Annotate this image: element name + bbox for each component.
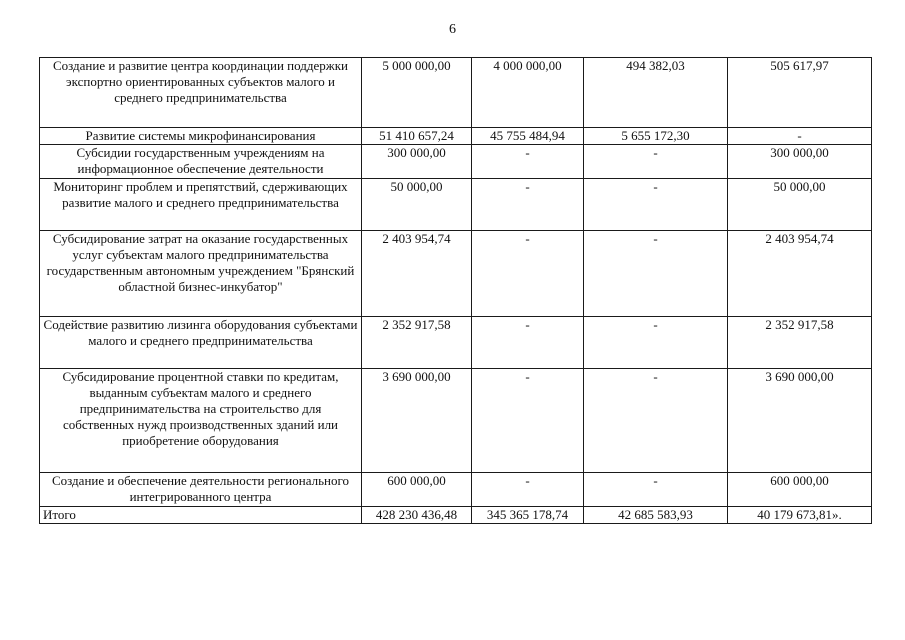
row-name: Субсидирование затрат на оказание государственных услуг субъектам малого предпринимательства государственным автономным учреждением "Брянский областной бизнес-инкубатор": [40, 231, 362, 317]
row-col4: 50 000,00: [728, 179, 872, 231]
total-col4: 40 179 673,81».: [728, 507, 872, 524]
table-row: [40, 179, 872, 231]
row-col3: -: [584, 231, 728, 317]
row-col4: 505 617,97: [728, 58, 872, 128]
page-number: 6: [449, 22, 456, 37]
row-col4: -: [728, 128, 872, 145]
total-label: Итого: [40, 507, 362, 524]
row-name: Создание и развитие центра координации поддержки экспортно ориентированных субъектов малого и среднего предпринимательства: [40, 58, 362, 128]
row-total: 2 352 917,58: [362, 317, 472, 369]
table-row: [40, 369, 872, 473]
row-col2: -: [472, 231, 584, 317]
row-col3: -: [584, 473, 728, 507]
row-name: Субсидирование процентной ставки по кредитам, выданным субъектам малого и среднего предпринимательства на строительство для собственных нужд производственных зданий или приобретение оборудования: [40, 369, 362, 473]
row-col4: 600 000,00: [728, 473, 872, 507]
row-name: Создание и обеспечение деятельности регионального интегрированного центра: [40, 473, 362, 507]
budget-table: [39, 57, 872, 524]
row-total: 300 000,00: [362, 145, 472, 179]
row-col2: 45 755 484,94: [472, 128, 584, 145]
table-row: [40, 128, 872, 145]
row-col2: -: [472, 369, 584, 473]
total-row: [40, 507, 872, 524]
row-total: 3 690 000,00: [362, 369, 472, 473]
table-row: [40, 473, 872, 507]
row-total: 600 000,00: [362, 473, 472, 507]
table-row: [40, 317, 872, 369]
row-total: 2 403 954,74: [362, 231, 472, 317]
row-total: 51 410 657,24: [362, 128, 472, 145]
row-col3: -: [584, 179, 728, 231]
total-sum: 428 230 436,48: [362, 507, 472, 524]
row-col3: -: [584, 145, 728, 179]
row-col4: 300 000,00: [728, 145, 872, 179]
table-row: [40, 145, 872, 179]
row-total: 50 000,00: [362, 179, 472, 231]
row-col4: 2 403 954,74: [728, 231, 872, 317]
table-row: [40, 231, 872, 317]
row-col3: -: [584, 369, 728, 473]
row-col2: -: [472, 317, 584, 369]
row-col4: 3 690 000,00: [728, 369, 872, 473]
row-col4: 2 352 917,58: [728, 317, 872, 369]
row-col3: 5 655 172,30: [584, 128, 728, 145]
table-row: [40, 58, 872, 128]
row-col3: -: [584, 317, 728, 369]
row-name: Содействие развитию лизинга оборудования субъектами малого и среднего предпринимательства: [40, 317, 362, 369]
total-col2: 345 365 178,74: [472, 507, 584, 524]
row-name: Субсидии государственным учреждениям на информационное обеспечение деятельности: [40, 145, 362, 179]
total-col3: 42 685 583,93: [584, 507, 728, 524]
row-name: Развитие системы микрофинансирования: [40, 128, 362, 145]
row-col2: -: [472, 145, 584, 179]
row-col2: -: [472, 473, 584, 507]
row-name: Мониторинг проблем и препятствий, сдерживающих развитие малого и среднего предпринимательства: [40, 179, 362, 231]
row-col3: 494 382,03: [584, 58, 728, 128]
row-col2: 4 000 000,00: [472, 58, 584, 128]
row-col2: -: [472, 179, 584, 231]
row-total: 5 000 000,00: [362, 58, 472, 128]
